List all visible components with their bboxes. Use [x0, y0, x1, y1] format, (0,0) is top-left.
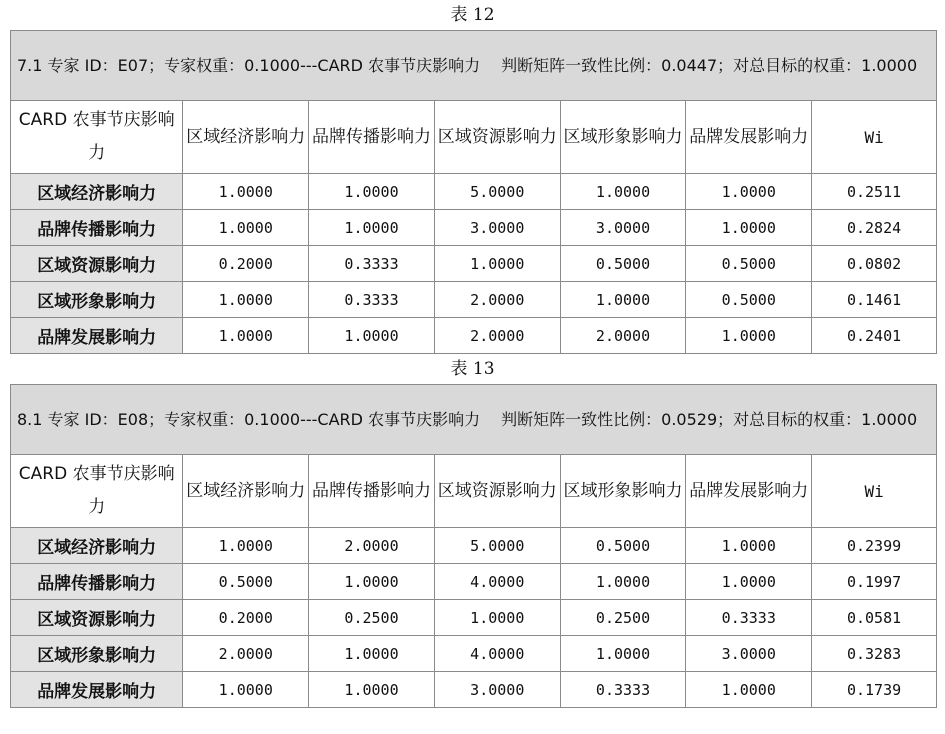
column-header: CARD 农事节庆影响力: [11, 455, 183, 528]
row-header: 区域经济影响力: [11, 528, 183, 564]
table-cell: 0.2500: [309, 600, 435, 636]
column-header: 品牌传播影响力: [309, 455, 435, 528]
table-cell: 2.0000: [434, 318, 560, 354]
table-row: [11, 210, 937, 246]
row-header: 区域形象影响力: [11, 282, 183, 318]
column-header-wi: Wi: [812, 455, 937, 528]
table-cell: 1.0000: [686, 174, 812, 210]
table-cell: 1.0000: [309, 174, 435, 210]
table-caption: 表 12: [450, 5, 495, 25]
judgment-matrix-table: [10, 384, 937, 708]
table-cell: 4.0000: [434, 636, 560, 672]
column-header: 品牌传播影响力: [309, 101, 435, 174]
table-row: [11, 282, 937, 318]
row-header: 品牌传播影响力: [11, 564, 183, 600]
table-cell: 5.0000: [434, 174, 560, 210]
table-cell: 1.0000: [686, 528, 812, 564]
expert-info: 8.1 专家 ID：E08；专家权重：0.1000---CARD 农事节庆影响力 判断矩阵一致性比例：0.0529；对总目标的权重：1.0000: [11, 385, 937, 455]
table-cell: 1.0000: [686, 318, 812, 354]
table-cell: 3.0000: [686, 636, 812, 672]
table-cell: 0.5000: [686, 282, 812, 318]
weight-cell: 0.2511: [812, 174, 937, 210]
table-cell: 1.0000: [309, 672, 435, 708]
table-row: [11, 174, 937, 210]
column-header: 品牌发展影响力: [686, 101, 812, 174]
column-header: 区域形象影响力: [560, 101, 686, 174]
table-cell: 0.5000: [560, 246, 686, 282]
weight-cell: 0.2401: [812, 318, 937, 354]
column-header: 区域经济影响力: [183, 455, 309, 528]
table-cell: 1.0000: [183, 528, 309, 564]
table-row: [11, 564, 937, 600]
table-cell: 1.0000: [183, 210, 309, 246]
table-cell: 1.0000: [309, 564, 435, 600]
weight-cell: 0.2824: [812, 210, 937, 246]
row-header: 区域资源影响力: [11, 246, 183, 282]
row-header: 品牌发展影响力: [11, 672, 183, 708]
column-header-wi: Wi: [812, 101, 937, 174]
weight-cell: 0.0581: [812, 600, 937, 636]
table-cell: 0.2500: [560, 600, 686, 636]
table-cell: 0.3333: [309, 246, 435, 282]
table-cell: 1.0000: [686, 210, 812, 246]
weight-cell: 0.1739: [812, 672, 937, 708]
column-header: 区域形象影响力: [560, 455, 686, 528]
table-cell: 3.0000: [434, 672, 560, 708]
table-row: [11, 528, 937, 564]
table-cell: 2.0000: [183, 636, 309, 672]
table-cell: 1.0000: [183, 318, 309, 354]
table-cell: 0.3333: [560, 672, 686, 708]
table-cell: 3.0000: [434, 210, 560, 246]
table-cell: 0.5000: [183, 564, 309, 600]
header-row: [11, 101, 937, 174]
column-header: CARD 农事节庆影响力: [11, 101, 183, 174]
table-cell: 1.0000: [560, 174, 686, 210]
table-cell: 3.0000: [560, 210, 686, 246]
weight-cell: 0.0802: [812, 246, 937, 282]
table-cell: 4.0000: [434, 564, 560, 600]
row-header: 区域经济影响力: [11, 174, 183, 210]
table-cell: 1.0000: [183, 282, 309, 318]
column-header: 区域资源影响力: [434, 101, 560, 174]
weight-cell: 0.1461: [812, 282, 937, 318]
row-header: 品牌发展影响力: [11, 318, 183, 354]
table-cell: 0.3333: [309, 282, 435, 318]
table-row: [11, 636, 937, 672]
weight-cell: 0.3283: [812, 636, 937, 672]
table-cell: 1.0000: [560, 564, 686, 600]
row-header: 区域形象影响力: [11, 636, 183, 672]
table-cell: 2.0000: [560, 318, 686, 354]
table-cell: 0.2000: [183, 600, 309, 636]
table-cell: 0.3333: [686, 600, 812, 636]
table-cell: 1.0000: [183, 174, 309, 210]
table-cell: 1.0000: [434, 246, 560, 282]
table-cell: 2.0000: [309, 528, 435, 564]
weight-cell: 0.1997: [812, 564, 937, 600]
table-caption: 表 13: [450, 359, 495, 379]
table-cell: 1.0000: [309, 318, 435, 354]
table-row: [11, 672, 937, 708]
table-cell: 1.0000: [560, 636, 686, 672]
expert-info: 7.1 专家 ID：E07；专家权重：0.1000---CARD 农事节庆影响力 判断矩阵一致性比例：0.0447；对总目标的权重：1.0000: [11, 31, 937, 101]
table-cell: 1.0000: [183, 672, 309, 708]
table-row: [11, 318, 937, 354]
weight-cell: 0.2399: [812, 528, 937, 564]
table-cell: 5.0000: [434, 528, 560, 564]
judgment-matrix-table: [10, 30, 937, 354]
table-cell: 1.0000: [560, 282, 686, 318]
table-cell: 1.0000: [686, 672, 812, 708]
table-cell: 0.5000: [560, 528, 686, 564]
table-cell: 1.0000: [309, 210, 435, 246]
table-cell: 0.2000: [183, 246, 309, 282]
table-cell: 1.0000: [686, 564, 812, 600]
row-header: 区域资源影响力: [11, 600, 183, 636]
row-header: 品牌传播影响力: [11, 210, 183, 246]
table-row: [11, 246, 937, 282]
header-row: [11, 455, 937, 528]
table-row: [11, 600, 937, 636]
table-cell: 2.0000: [434, 282, 560, 318]
column-header: 区域经济影响力: [183, 101, 309, 174]
table-cell: 0.5000: [686, 246, 812, 282]
column-header: 区域资源影响力: [434, 455, 560, 528]
table-cell: 1.0000: [434, 600, 560, 636]
table-cell: 1.0000: [309, 636, 435, 672]
column-header: 品牌发展影响力: [686, 455, 812, 528]
